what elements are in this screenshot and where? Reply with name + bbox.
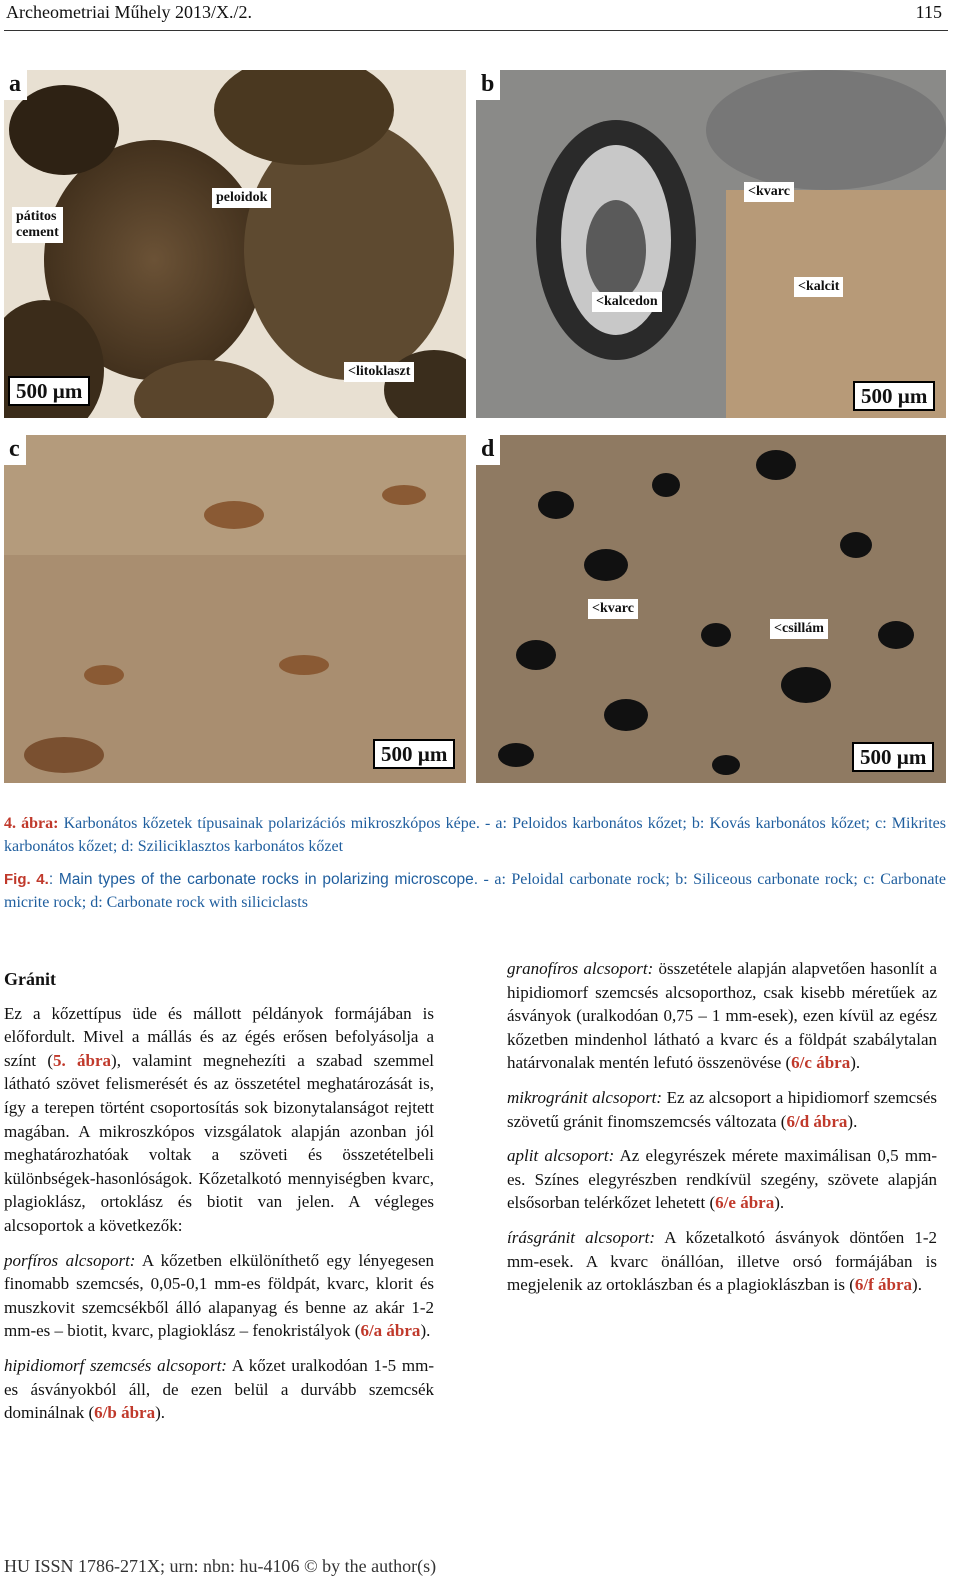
label-kalcit: <kalcit xyxy=(794,277,843,297)
micrograph-b xyxy=(476,70,946,418)
section-heading: Gránit xyxy=(4,969,56,989)
subgroup-name: írásgránit alcsoport: xyxy=(507,1227,656,1247)
journal-title: Archeometriai Műhely 2013/X./2. xyxy=(6,2,252,22)
scale-bar-a: 500 µm xyxy=(8,376,90,406)
text: Az elegyrészek mérete maximálisan 0,5 mm-es. Színes elegyrészben rendkívül szegény, szövete alapján elsősorban telérkőzet lehetett ( xyxy=(507,1146,937,1213)
scale-bar-b: 500 µm xyxy=(853,381,935,411)
figure-ref: 6/f ábra xyxy=(854,1275,913,1295)
paragraph-intro xyxy=(4,1002,434,1238)
caption-en-text2: - a: Peloidal carbonate rock; b: Siliceous carbonate rock; c: Carbonate micrite rock; d: Carbonate rock with siliciclasts xyxy=(4,871,947,911)
figure-panel-c xyxy=(4,435,466,783)
label-csillam: <csillám xyxy=(770,619,828,639)
paragraph-granofiros xyxy=(507,957,937,1075)
text: ). xyxy=(912,1275,922,1295)
paragraph-aplit xyxy=(507,1144,937,1215)
subgroup-name: hipidiomorf szemcsés alcsoport: xyxy=(4,1355,227,1375)
paragraph-hipidiomorf xyxy=(4,1354,434,1425)
subgroup-name: aplit alcsoport: xyxy=(507,1146,615,1166)
page-number: 115 xyxy=(915,2,942,22)
caption-en-text1: : Main types of the carbonate rocks in polarizing microscope. xyxy=(48,871,479,888)
text: ). xyxy=(420,1321,431,1341)
figure-panel-b xyxy=(476,70,946,418)
scale-bar-d: 500 µm xyxy=(852,742,934,772)
figure-ref: 6/a ábra xyxy=(360,1321,421,1341)
figure-ref: 6/c ábra xyxy=(791,1053,851,1073)
figure-caption-en xyxy=(4,868,946,914)
micrograph-c xyxy=(4,435,466,783)
figure-ref: 6/e ábra xyxy=(715,1193,775,1213)
text: ). xyxy=(155,1403,166,1423)
label-kvarc-b: <kvarc xyxy=(744,182,794,202)
paragraph-irasgranit xyxy=(507,1226,937,1297)
text: A kőzet uralkodóan 1-5 mm-es ásványokból áll, de ezen belül a durvább szemcsék dominálnak ( xyxy=(4,1355,435,1423)
figure-caption-hu xyxy=(4,812,946,858)
figure-ref: 6/d ábra xyxy=(786,1111,848,1131)
micrograph-d xyxy=(476,435,946,783)
subgroup-name: porfíros alcsoport: xyxy=(4,1250,136,1270)
text: összetétele alapján alapvetően hasonlít a hipidiomorf szemcsés alcsoporthoz, csak kisebb méretűek az ásványok (uralkodóan 0,75 – 1 mm-esek), ezen kívül az egész kőzetben mindenhol látható a kvarc és a földpát szabálytalan határvonalak mentén lefutó összenövése ( xyxy=(507,959,938,1073)
subgroup-name: mikrogránit alcsoport: xyxy=(507,1087,663,1107)
label-litoklaszt: <litoklaszt xyxy=(344,362,414,382)
right-column xyxy=(507,957,937,1308)
label-patitos-cement: pátitos cement xyxy=(12,207,63,243)
page-footer: HU ISSN 1786-271X; urn: nbn: hu-4106 © by the author(s) xyxy=(4,1556,437,1576)
figure-ref: 5. ábra xyxy=(53,1050,112,1070)
text: ). xyxy=(774,1193,785,1213)
page-header xyxy=(6,2,942,28)
subgroup-name: granofíros alcsoport: xyxy=(507,959,654,978)
panel-letter-d: d xyxy=(476,435,500,465)
figure-panel-a xyxy=(4,70,466,418)
panel-letter-c: c xyxy=(4,435,26,465)
caption-hu-label: 4. ábra: xyxy=(4,815,59,832)
text: A kőzetalkotó ásványok döntően 1-2 mm-esek. A kvarc önállóan, illetve orsó formájában is megjelenik az ortoklászban és a plagioklászban is ( xyxy=(507,1227,937,1295)
header-rule xyxy=(4,30,948,31)
label-kalcedon: <kalcedon xyxy=(592,292,662,312)
text: Ez az alcsoport a hipidiomorf szemcsés szövetű gránit finomszemcsés változata ( xyxy=(507,1087,937,1131)
text: Ez a kőzettípus üde és mállott példányok formájában is előfordult. Mivel a mállás és az égés erősen befolyásolja a színt ( xyxy=(4,1003,434,1070)
paragraph-porfiros xyxy=(4,1249,434,1343)
text: A kőzetben elkülöníthető egy lényegesen finomabb szemcsés, 0,05-0,1 mm-es földpát, kvarc, klorit és muszkovit szemcsékből álló alapanyag és benne az akár 1-2 mm-es – biotit, kvarc, plagioklász – fenokristályok ( xyxy=(4,1250,434,1341)
panel-letter-b: b xyxy=(476,70,500,100)
left-column xyxy=(4,968,434,1436)
text: ). xyxy=(850,1053,861,1073)
panel-letter-a: a xyxy=(4,70,27,100)
figure-ref: 6/b ábra xyxy=(94,1403,156,1423)
figure-panel-d xyxy=(476,435,946,783)
text: ). xyxy=(847,1111,858,1131)
caption-en-label: Fig. 4. xyxy=(4,871,49,888)
scale-bar-c: 500 µm xyxy=(373,739,455,769)
paragraph-mikrogranit xyxy=(507,1086,937,1133)
caption-hu-text: Karbonátos kőzetek típusainak polarizációs mikroszkópos képe. - a: Peloidos karbonátos kőzet; b: Kovás karbonátos kőzet; c: Mikrites karbonátos kőzet; d: Sziliciklasztos karbonátos kőzet xyxy=(4,815,946,855)
label-peloidok: peloidok xyxy=(212,188,271,208)
label-kvarc-d: <kvarc xyxy=(588,599,638,619)
text: ), valamint megnehezíti a szabad szemmel látható szövet felismerését és az összetétel meghatározását is, így a terepen történt csoportosítás sok bizonytalanságot rejtett magában. A mikroszkópos vizsgálatok alapján azonban jól meghatározhatóak voltak a szöveti és összetételbeli különbségek-hasonlóságok. Kőzetalkotó mennyiségben kvarc, plagioklász, ortoklász és biotit van jelen. A végleges alcsoportok a következők: xyxy=(4,1050,435,1235)
